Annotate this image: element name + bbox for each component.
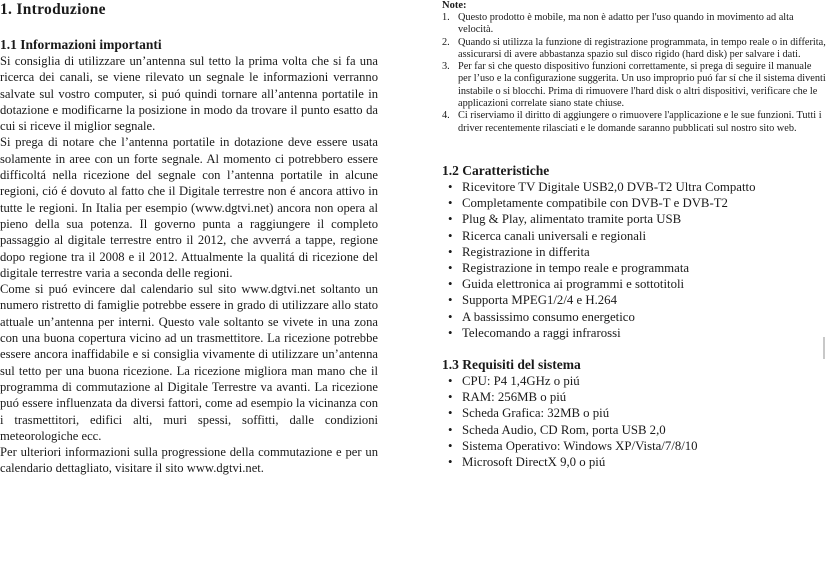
notes-title: Note:	[442, 0, 467, 11]
subsection-title-requisiti: 1.3 Requisiti del sistema	[442, 357, 581, 372]
note-item: 1. Questo prodotto è mobile, ma non è adatto per l'uso quando in movimento ad alta velocità.	[442, 12, 794, 36]
list-item: • CPU: P4 1,4GHz o piú	[442, 373, 826, 389]
paragraph-antenna-tetto: Si consiglia di utilizzare un’antenna sul tetto la prima volta che si fa una ricerca dei canali, se viene rilevato un segnale le informazioni verranno salvate sul vostro computer, si puó quindi tornare all’antenna portatile in dotazione e modificarne la posizione in modo da trovare il punto esatto da cui si riceve il miglior segnale.	[0, 54, 378, 134]
subsection-title-caratteristiche: 1.2 Caratteristiche	[442, 162, 550, 178]
list-item: • Scheda Grafica: 32MB o piú	[442, 405, 826, 421]
note-item: 4. Ci riserviamo il diritto di aggiungere o rimuovere l'applicazione e le sue funzioni. Tutti i driver recentemente rilasciati e le domande saranno pubblicati sul nostro sito web.	[442, 110, 822, 134]
list-item: • Registrazione in tempo reale e programmata	[442, 260, 826, 276]
paragraph-calendario: Come si puó evincere dal calendario sul sito www.dgtvi.net soltanto un numero ristretto di famiglie potrebbe essere in grado di utilizzare allo stato attuale un’antenna per interni. Questo vale soltanto se vivete in una zona con una buona copertura vicino ad un trasmettitore. La ricezione potrebbe essere ancora inaffidabile e si consiglia vivamente di utilizzare un’antenna sul tetto per una buona ricezione. La ricezione migliora man mano che il programma di commutazione al Digitale Terrestre va avanti. La ricezione puó essere influenzata da diversi fattori, come ad esempio la vicinanza con i trasmettitori, edifici alti, muri spessi, soffitti, dalle condizioni meteorologiche ecc.	[0, 282, 378, 443]
list-item: • RAM: 256MB o piú	[442, 389, 826, 405]
right-column	[442, 0, 826, 470]
subsection-title-informazioni: 1.1 Informazioni importanti	[0, 37, 162, 52]
paragraph-antenna-portatile: Si prega di notare che l’antenna portatile in dotazione deve essere usata solamente in aree con un forte segnale. Al momento ci potrebbero essere difficoltá nella ricezione del segnale con l’antenna portatile in alcune regioni, ció é dovuto al fatto che il Digitale terrestre non é ancora attivo in tutte le regioni. In Italia per esempio (www.dgtvi.net) ancora non opera al pieno della sua potenza. Il governo punta a raggiungere il completo passaggio al digitale terrestre entro il 2012, che avverrá a tappe, regione dopo regione tra il 2008 e il 2012. Attualmente la qualitá di ricezione del digitale terrestre varia a seconda delle regioni.	[0, 135, 378, 280]
list-item: • Telecomando a raggi infrarossi	[442, 325, 826, 341]
requirements-list	[442, 373, 826, 470]
list-item: • Scheda Audio, CD Rom, porta USB 2,0	[442, 422, 826, 438]
note-item: 3. Per far sì che questo dispositivo funzioni correttamente, si prega di seguire il manuale per l’uso e la configurazione suggerita. Un uso improprio puó far sí che il sistema diventi instabile o si blocchi. Prima di rimuovere l'hard disk o altri dispositivi, verificare che le applicazioni correlate siano state chiuse.	[442, 61, 826, 110]
list-item: • Ricevitore TV Digitale USB2,0 DVB-T2 Ultra Compatto	[442, 179, 826, 195]
list-item: • A bassissimo consumo energetico	[442, 309, 826, 325]
section-title-introduzione: 1. Introduzione	[0, 1, 106, 18]
list-item: • Microsoft DirectX 9,0 o piú	[442, 454, 826, 470]
list-item: • Guida elettronica ai programmi e sottotitoli	[442, 276, 826, 292]
list-item: • Completamente compatibile con DVB-T e DVB-T2	[442, 195, 826, 211]
list-item: • Plug & Play, alimentato tramite porta USB	[442, 211, 826, 227]
list-item: • Sistema Operativo: Windows XP/Vista/7/8/10	[442, 438, 826, 454]
list-item: • Ricerca canali universali e regionali	[442, 228, 826, 244]
notes-list	[442, 12, 826, 135]
list-item: • Supporta MPEG1/2/4 e H.264	[442, 292, 826, 308]
list-item: • Registrazione in differita	[442, 244, 826, 260]
paragraph-ulteriori-informazioni: Per ulteriori informazioni sulla progressione della commutazione e per un calendario dettagliato, visitare il sito www.dgtvi.net.	[0, 445, 378, 476]
note-item: 2. Quando si utilizza la funzione di registrazione programmata, in tempo reale o in differita, assicurarsi di avere abbastanza spazio sul disco rigido (hard disk) per salvare i dati.	[442, 36, 826, 60]
features-list	[442, 179, 826, 341]
scrollbar-thumb[interactable]	[823, 337, 825, 359]
left-column	[0, 0, 378, 477]
